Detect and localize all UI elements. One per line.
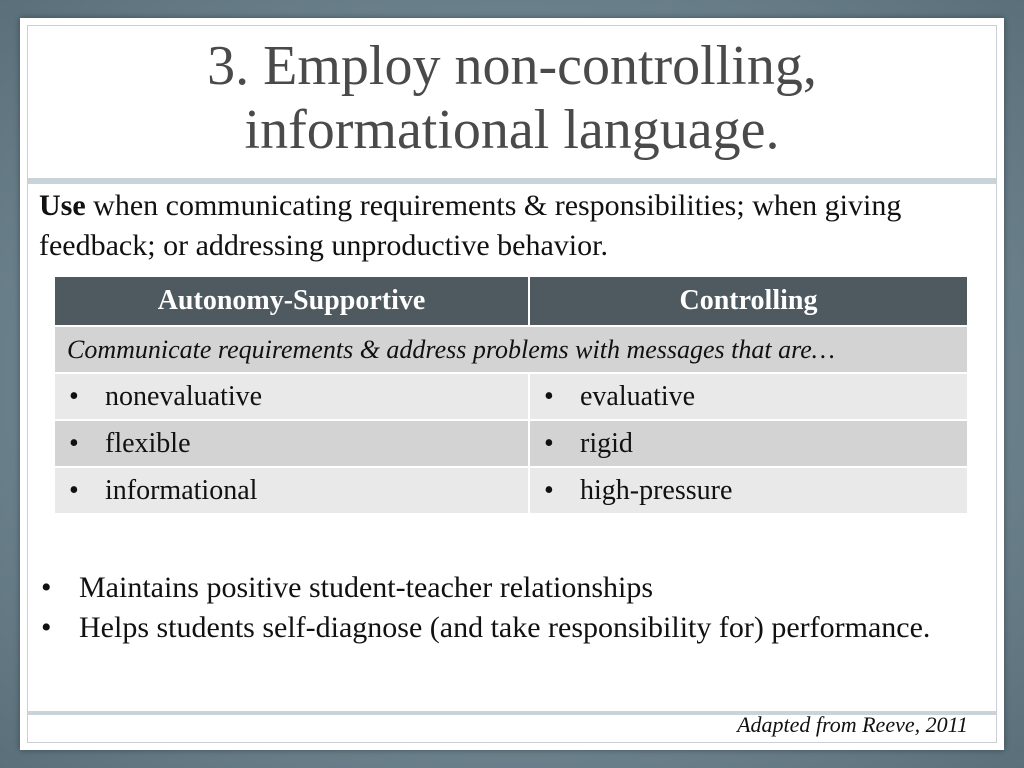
bullet-icon: • bbox=[544, 380, 554, 412]
bullet-icon: • bbox=[544, 474, 554, 506]
summary-bullet-list bbox=[39, 568, 979, 648]
list-item-text: Maintains positive student-teacher relationships bbox=[79, 571, 654, 604]
bullet-icon: • bbox=[41, 611, 52, 644]
source-credit: Adapted from Reeve, 2011 bbox=[737, 712, 968, 737]
title-line-2: informational language. bbox=[244, 99, 780, 161]
table-span-row bbox=[55, 326, 967, 373]
table-row bbox=[55, 373, 967, 420]
intro-text: when communicating requirements & responsibilities; when giving feedback; or addressing unproductive behavior. bbox=[39, 189, 902, 262]
title-divider bbox=[28, 178, 996, 184]
table-cell bbox=[55, 373, 529, 420]
slide bbox=[20, 18, 1004, 750]
table-cell bbox=[529, 373, 967, 420]
table-header-row bbox=[55, 277, 967, 326]
cell-text: flexible bbox=[105, 427, 191, 459]
bullet-icon: • bbox=[544, 427, 554, 459]
list-item bbox=[39, 608, 979, 648]
header-autonomy-supportive: Autonomy-Supportive bbox=[55, 277, 529, 326]
cell-text: high-pressure bbox=[580, 474, 733, 506]
bullet-icon: • bbox=[69, 474, 79, 506]
cell-text: informational bbox=[105, 474, 258, 506]
table-cell bbox=[55, 420, 529, 467]
title-line-1: 3. Employ non-controlling, bbox=[207, 35, 817, 97]
cell-text: rigid bbox=[580, 427, 633, 459]
comparison-table bbox=[55, 277, 967, 515]
table-cell bbox=[529, 420, 967, 467]
intro-bold-word: Use bbox=[39, 189, 86, 222]
header-controlling: Controlling bbox=[529, 277, 967, 326]
list-item bbox=[39, 568, 979, 608]
bullet-icon: • bbox=[69, 380, 79, 412]
intro-paragraph bbox=[39, 186, 984, 266]
cell-text: evaluative bbox=[580, 380, 696, 412]
table-cell bbox=[55, 467, 529, 514]
list-item-text: Helps students self-diagnose (and take responsibility for) performance. bbox=[79, 611, 931, 644]
table-cell bbox=[529, 467, 967, 514]
bullet-icon: • bbox=[69, 427, 79, 459]
cell-text: nonevaluative bbox=[105, 380, 263, 412]
span-row-text: Communicate requirements & address problems with messages that are… bbox=[55, 326, 967, 373]
table-row bbox=[55, 467, 967, 514]
table-row bbox=[55, 420, 967, 467]
bullet-icon: • bbox=[41, 571, 52, 604]
slide-title bbox=[30, 34, 994, 162]
